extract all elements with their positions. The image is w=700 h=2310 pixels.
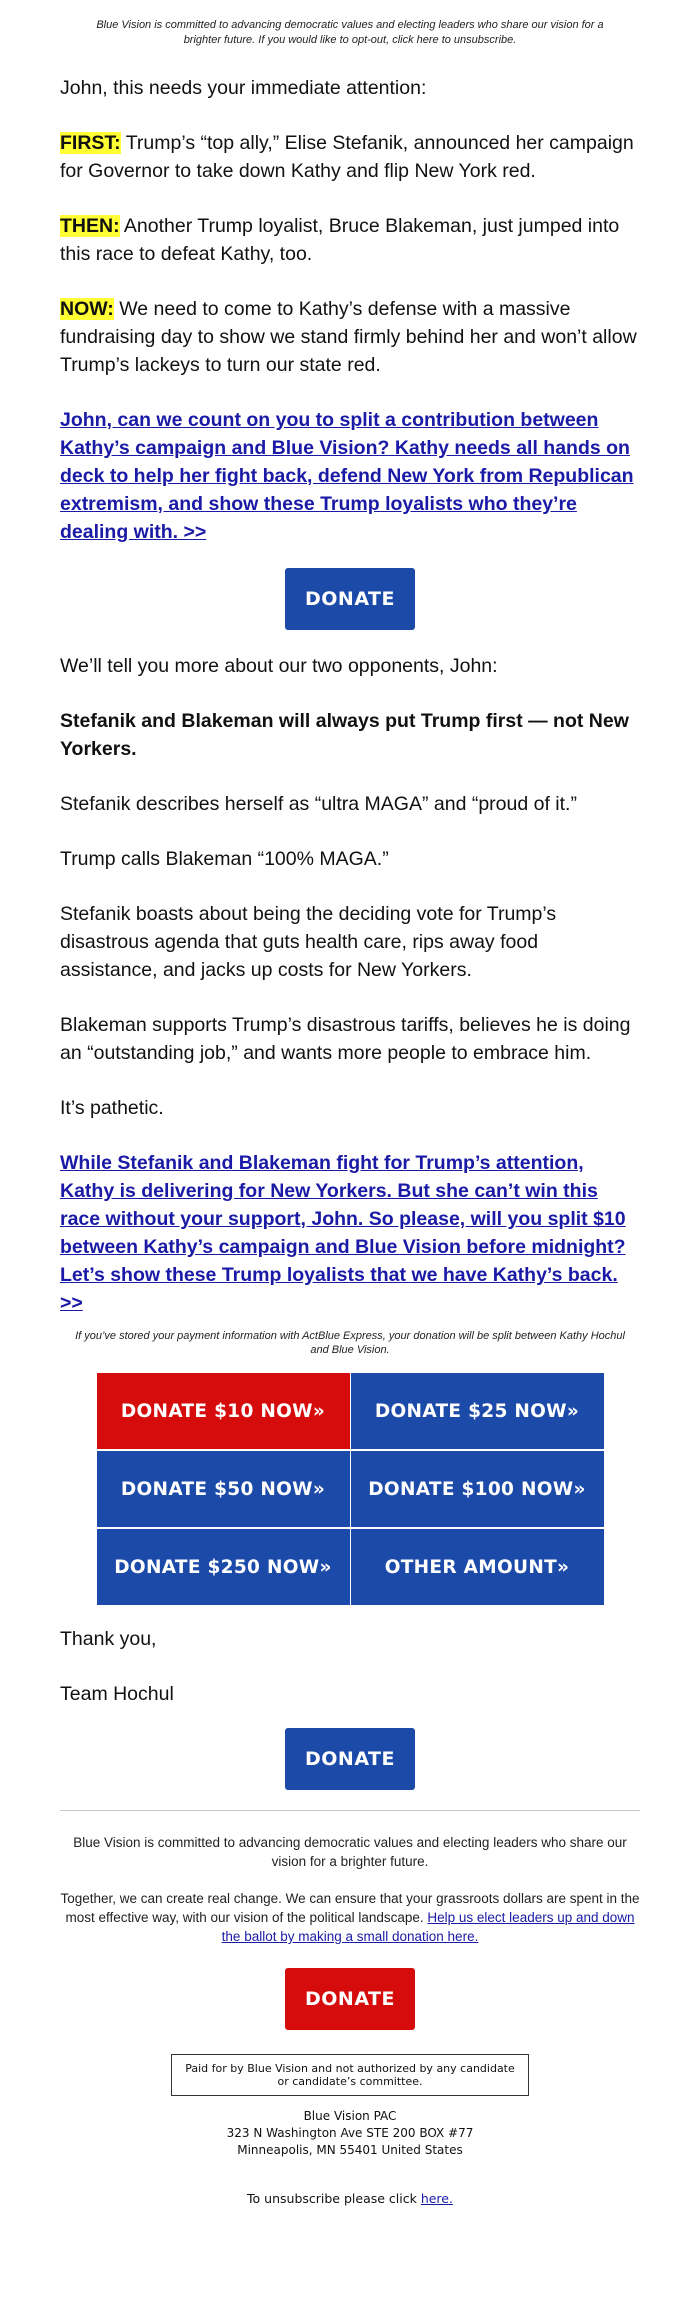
optout-notice-link[interactable]: Blue Vision is committed to advancing democratic values and electing leaders who share our vision for a brighter future. If you would like to opt-out, click here to unsubscribe. — [96, 19, 604, 46]
blakeman-tariffs-paragraph: Blakeman supports Trump’s disastrous tariffs, believes he is doing an “outstanding job,” and wants more people to embrace him. — [60, 1014, 631, 1064]
donate-25-button[interactable]: DONATE $25 NOW» — [351, 1373, 604, 1449]
donation-amount-grid — [97, 1373, 604, 1605]
then-label: THEN: — [60, 215, 120, 237]
opponents-intro: We’ll tell you more about our two opponents, John: — [60, 655, 498, 677]
now-text: We need to come to Kathy’s defense with a massive fundraising day to show we stand firmly behind her and won’t allow Trump’s lackeys to turn our state red. — [60, 298, 637, 376]
donate-button-footer[interactable]: DONATE — [285, 1968, 415, 2030]
first-text: Trump’s “top ally,” Elise Stefanik, announced her campaign for Governor to take down Kathy and flip New York red. — [60, 132, 634, 182]
other-amount-button[interactable]: OTHER AMOUNT» — [351, 1529, 604, 1605]
ask-paragraph-1 — [60, 406, 640, 546]
footer-donate-link[interactable]: Help us elect leaders up and down the ballot by making a small donation here. — [221, 1910, 635, 1944]
actblue-note: If you’ve stored your payment information with ActBlue Express, your donation will be split between Kathy Hochul and Blue Vision. — [75, 1330, 625, 1356]
donate-100-button[interactable]: DONATE $100 NOW» — [351, 1451, 604, 1527]
first-paragraph — [60, 129, 640, 185]
now-label: NOW: — [60, 298, 114, 320]
mailing-address — [60, 2108, 640, 2159]
now-paragraph — [60, 295, 640, 379]
contribution-link-1[interactable]: John, can we count on you to split a contribution between Kathy’s campaign and Blue Vision? Kathy needs all hands on deck to help her fight back, defend New York from Republican extremism, and show these Trump loyalists who they’re dealing with. >> — [60, 409, 634, 543]
signature: Team Hochul — [60, 1683, 174, 1705]
footer-together — [60, 1889, 640, 1946]
ask-paragraph-2 — [60, 1149, 640, 1317]
donate-50-button[interactable]: DONATE $50 NOW» — [97, 1451, 350, 1527]
city-address: Minneapolis, MN 55401 United States — [237, 2143, 463, 2157]
trump-first-heading: Stefanik and Blakeman will always put Trump first — not New Yorkers. — [60, 710, 629, 760]
donate-button-top[interactable]: DONATE — [285, 568, 415, 630]
footer-together-text: Together, we can create real change. We can ensure that your grassroots dollars are spent in the most effective way, with our vision of the political landscape. — [60, 1891, 640, 1925]
first-label: FIRST: — [60, 132, 121, 154]
then-paragraph — [60, 212, 640, 268]
stefanik-vote-paragraph: Stefanik boasts about being the deciding vote for Trump’s disastrous agenda that guts health care, rips away food assistance, and jacks up costs for New Yorkers. — [60, 903, 557, 981]
blakeman-maga-line: Trump calls Blakeman “100% MAGA.” — [60, 848, 389, 870]
pathetic-line: It’s pathetic. — [60, 1097, 164, 1119]
unsubscribe-link[interactable]: here. — [420, 2191, 453, 2206]
unsubscribe-text: To unsubscribe please click — [247, 2191, 421, 2206]
donate-button-bottom[interactable]: DONATE — [285, 1728, 415, 1790]
contribution-link-2[interactable]: While Stefanik and Blakeman fight for Trump’s attention, Kathy is delivering for New Yorkers. But she can’t win this race without your support, John. So please, will you split $10 between Kathy’s campaign and Blue Vision before midnight? Let’s show these Trump loyalists that we have Kathy’s back. >> — [60, 1152, 626, 1314]
stefanik-maga-line: Stefanik describes herself as “ultra MAGA” and “proud of it.” — [60, 793, 577, 815]
optout-notice[interactable] — [60, 0, 640, 48]
street-address: 323 N Washington Ave STE 200 BOX #77 — [226, 2126, 474, 2140]
email-body — [60, 0, 640, 2206]
thank-you-line: Thank you, — [60, 1628, 157, 1650]
donate-10-button[interactable]: DONATE $10 NOW» — [97, 1373, 350, 1449]
org-name: Blue Vision PAC — [303, 2109, 397, 2123]
footer-mission: Blue Vision is committed to advancing democratic values and electing leaders who share our vision for a brighter future. — [73, 1835, 627, 1869]
paid-for-disclaimer: Paid for by Blue Vision and not authorized by any candidate or candidate’s committee. — [171, 2054, 529, 2096]
donate-250-button[interactable]: DONATE $250 NOW» — [97, 1529, 350, 1605]
then-text: Another Trump loyalist, Bruce Blakeman, just jumped into this race to defeat Kathy, too. — [60, 215, 620, 265]
unsubscribe-line — [60, 2191, 640, 2206]
intro-line: John, this needs your immediate attention: — [60, 77, 427, 99]
